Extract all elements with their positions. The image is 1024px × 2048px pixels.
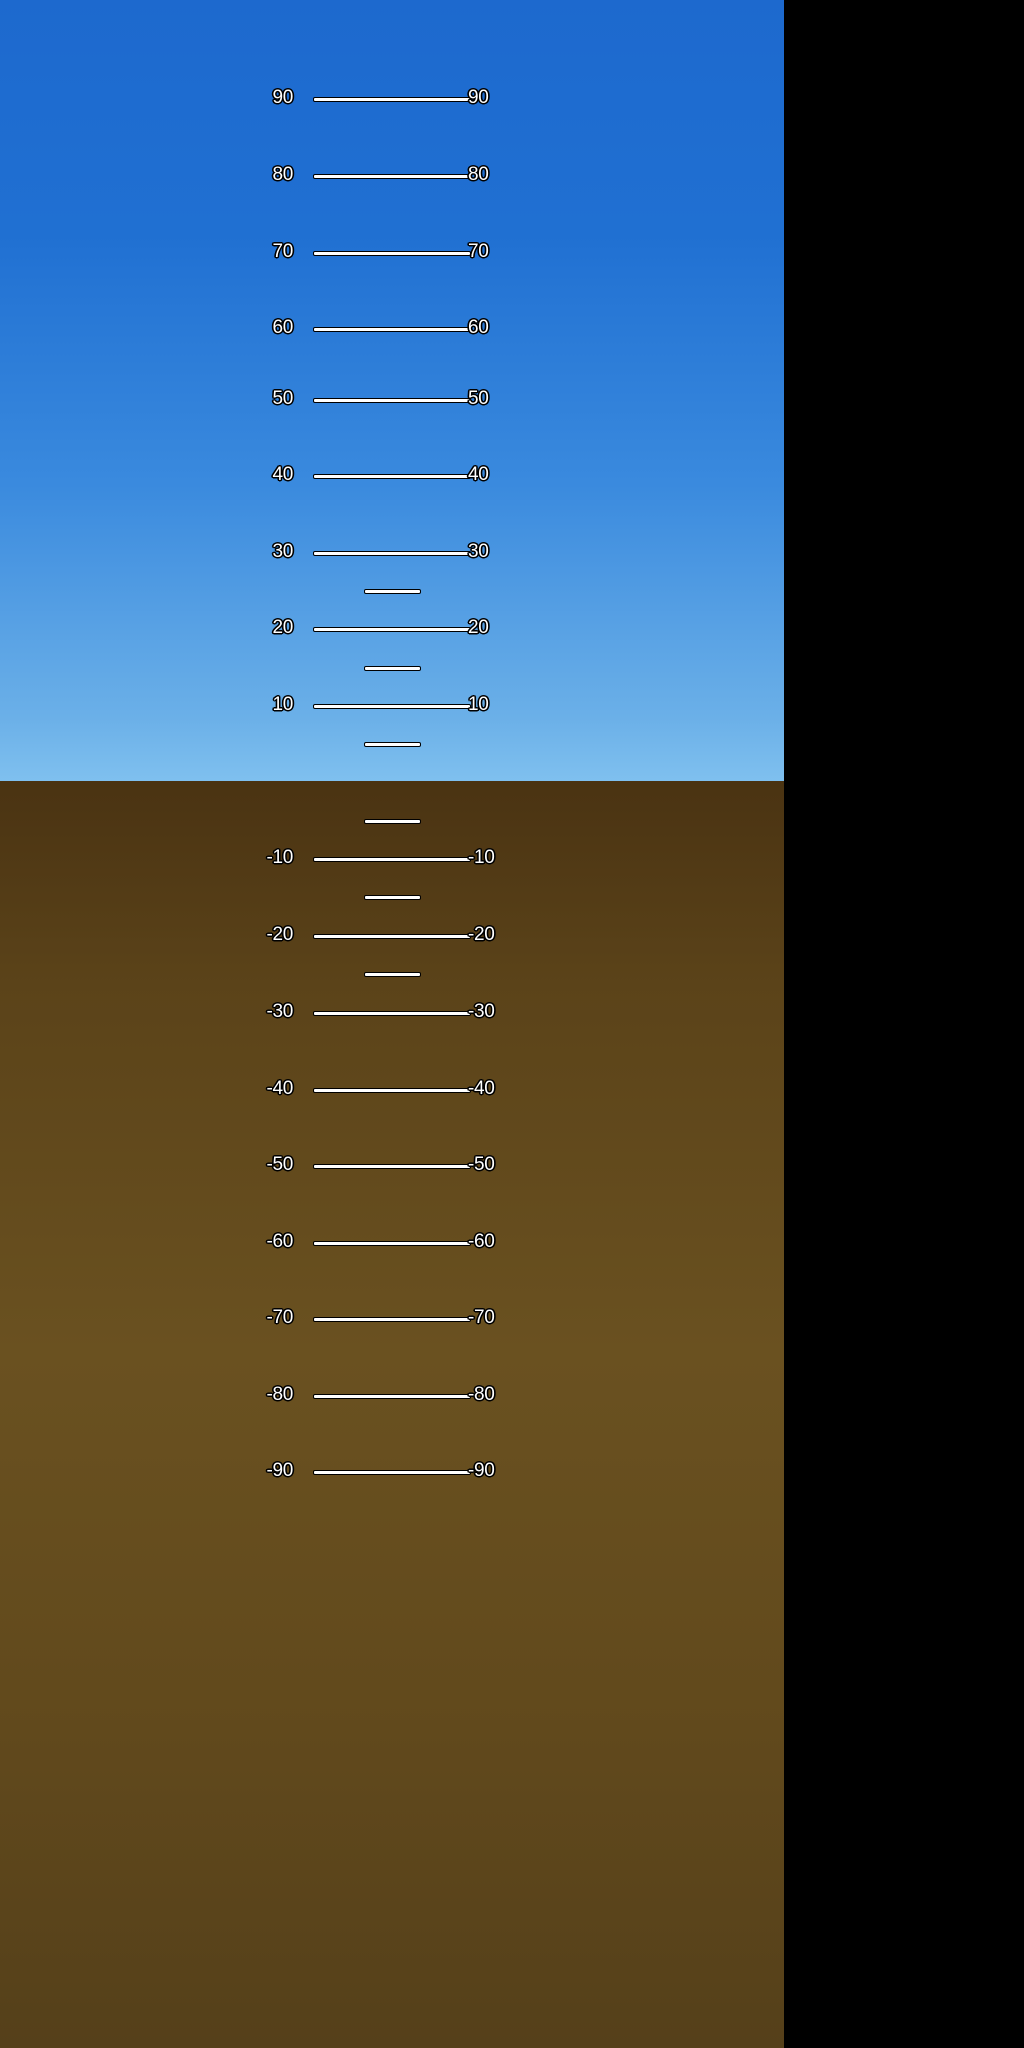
pitch-label-right: -80 xyxy=(468,1384,495,1405)
pitch-label-left: -50 xyxy=(266,1154,293,1175)
pitch-label-left: 30 xyxy=(272,541,293,562)
pitch-bar-major xyxy=(313,857,471,862)
pitch-label-right: -60 xyxy=(468,1231,495,1252)
pitch-bar-major xyxy=(313,1317,471,1322)
pitch-bar-minor xyxy=(364,972,421,977)
pitch-bar-major xyxy=(313,1164,471,1169)
pitch-label-right: 20 xyxy=(468,617,489,638)
pitch-label-right: -70 xyxy=(468,1307,495,1328)
pitch-label-right: -30 xyxy=(468,1001,495,1022)
pitch-bar-major xyxy=(313,934,471,939)
pitch-label-right: -10 xyxy=(468,847,495,868)
pitch-bar-major xyxy=(313,97,471,102)
pitch-label-right: 60 xyxy=(468,317,489,338)
pitch-label-left: -20 xyxy=(266,924,293,945)
pitch-label-left: 60 xyxy=(272,317,293,338)
pitch-label-right: -90 xyxy=(468,1460,495,1481)
pitch-label-left: -90 xyxy=(266,1460,293,1481)
pitch-label-right: 70 xyxy=(468,241,489,262)
pitch-bar-major xyxy=(313,1088,471,1093)
pitch-label-left: -80 xyxy=(266,1384,293,1405)
pitch-label-left: 40 xyxy=(272,464,293,485)
pitch-bar-minor xyxy=(364,589,421,594)
pitch-bar-major xyxy=(313,174,471,179)
pitch-label-left: 10 xyxy=(272,694,293,715)
letterbox-right xyxy=(784,0,1024,2048)
pitch-bar-major xyxy=(313,1241,471,1246)
pitch-label-left: -70 xyxy=(266,1307,293,1328)
pitch-label-left: -30 xyxy=(266,1001,293,1022)
pitch-label-right: 30 xyxy=(468,541,489,562)
pitch-label-right: -20 xyxy=(468,924,495,945)
pitch-bar-major xyxy=(313,398,471,403)
pitch-bar-major xyxy=(313,327,471,332)
pitch-bar-minor xyxy=(364,819,421,824)
pitch-label-left: 80 xyxy=(272,164,293,185)
pitch-label-right: -40 xyxy=(468,1078,495,1099)
pitch-bar-major xyxy=(313,1394,471,1399)
pitch-bar-major xyxy=(313,551,471,556)
pitch-label-right: -50 xyxy=(468,1154,495,1175)
pitch-label-left: 90 xyxy=(272,87,293,108)
pitch-bar-major xyxy=(313,1011,471,1016)
pitch-label-left: 70 xyxy=(272,241,293,262)
pitch-label-left: 20 xyxy=(272,617,293,638)
pitch-label-right: 50 xyxy=(468,388,489,409)
pitch-bar-major xyxy=(313,474,471,479)
pitch-bar-minor xyxy=(364,742,421,747)
pitch-label-right: 80 xyxy=(468,164,489,185)
pitch-bar-major xyxy=(313,627,471,632)
pitch-label-left: -10 xyxy=(266,847,293,868)
pitch-label-right: 90 xyxy=(468,87,489,108)
pitch-bar-major xyxy=(313,1470,471,1475)
pitch-bar-major xyxy=(313,251,471,256)
pitch-label-right: 10 xyxy=(468,694,489,715)
pitch-bar-major xyxy=(313,704,471,709)
pitch-bar-minor xyxy=(364,895,421,900)
pitch-bar-minor xyxy=(364,666,421,671)
pitch-label-left: -60 xyxy=(266,1231,293,1252)
pitch-label-left: 50 xyxy=(272,388,293,409)
pitch-label-left: -40 xyxy=(266,1078,293,1099)
pitch-label-right: 40 xyxy=(468,464,489,485)
